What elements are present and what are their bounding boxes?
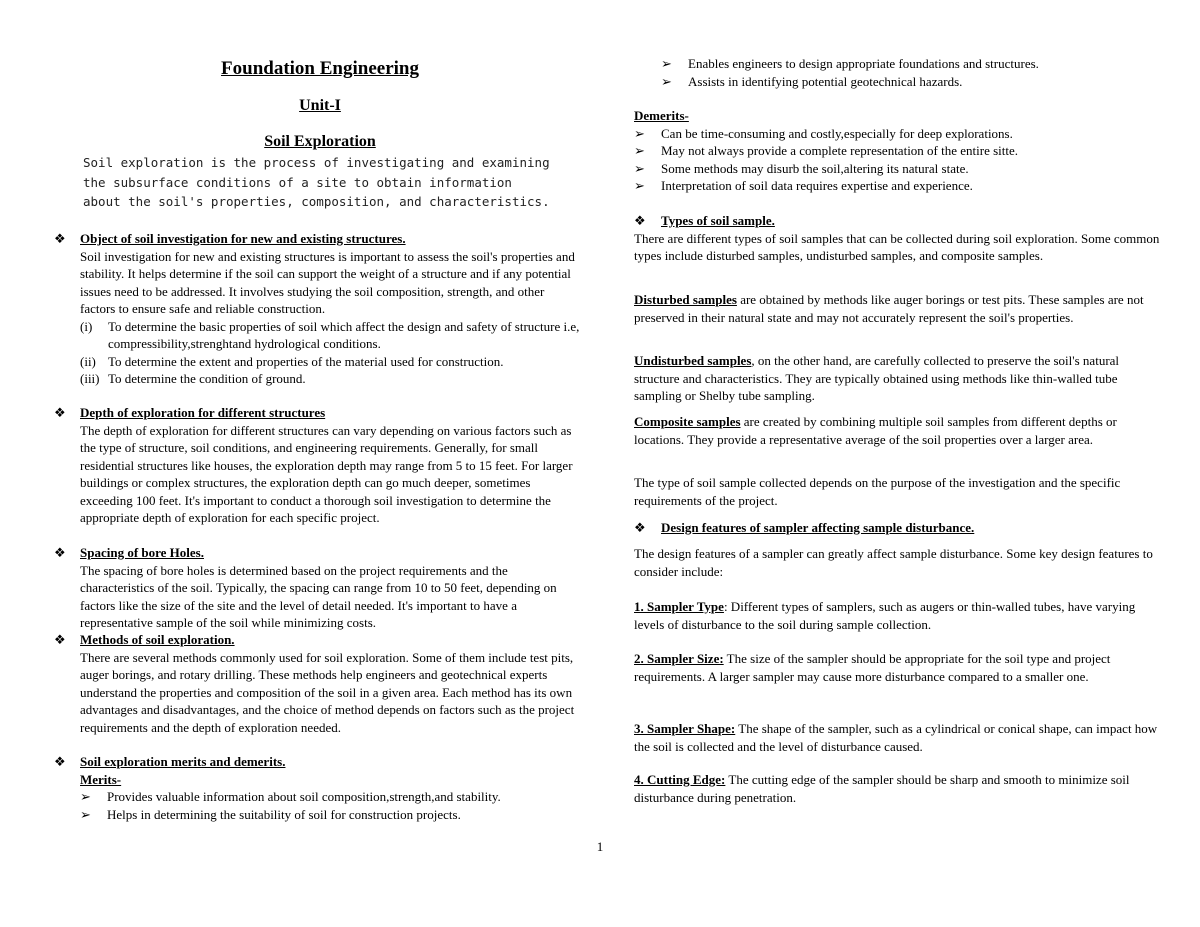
feature-text: The shape of the sampler, such as a cylindrical or conical shape, can impact how the soil is collected and the level of disturbance caused. [634, 721, 1158, 754]
methods-section [54, 631, 580, 736]
diamond-bullet-icon: ❖ [54, 632, 66, 647]
arrow-bullet-icon: ➢ [661, 56, 672, 71]
merits-subheading: Merits- [80, 771, 122, 787]
section-title: Soil Exploration [264, 133, 376, 150]
undisturbed-paragraph [634, 352, 1164, 405]
arrow-bullet-icon: ➢ [634, 125, 645, 141]
feature-term: 1. Sampler Type [634, 599, 724, 614]
intro-paragraph: Soil exploration is the process of investigating and examining the subsurface conditions of a site to obtain information about the soil's properties, composition, and characteristics. [83, 155, 550, 209]
methods-heading: Methods of soil exploration. [80, 632, 235, 647]
feature-term: 3. Sampler Shape: [634, 721, 736, 736]
disturbed-term: Disturbed samples [634, 292, 737, 307]
object-section [54, 230, 580, 388]
arrow-bullet-icon: ➢ [80, 789, 91, 804]
list-item [80, 318, 580, 353]
list-text: Provides valuable information about soil composition,strength,and stability. [107, 789, 501, 804]
type-depends-paragraph: The type of soil sample collected depends on the purpose of the investigation and the specific requirements of the project. [634, 475, 1121, 508]
list-item [634, 125, 1164, 143]
spacing-heading: Spacing of bore Holes. [80, 545, 204, 560]
list-number: (ii) [80, 353, 96, 369]
list-number: (iii) [80, 371, 100, 386]
list-item [80, 370, 580, 388]
list-text: Can be time-consuming and costly,especially for deep explorations. [661, 125, 1013, 141]
feature-text: The cutting edge of the sampler should be sharp and smooth to minimize soil disturbance during penetration. [634, 772, 1130, 805]
diamond-bullet-icon: ❖ [54, 405, 66, 420]
diamond-bullet-icon: ❖ [54, 231, 66, 246]
design-section [634, 519, 1164, 537]
diamond-bullet-icon: ❖ [634, 213, 646, 228]
merits-section [54, 753, 580, 823]
list-text: To determine the basic properties of soil which affect the design and safety of structure i.e, compressibility,strenghtand hydrological conditions. [108, 318, 580, 351]
page-number: 1 [596, 839, 604, 854]
types-section [634, 212, 1164, 265]
list-item [634, 55, 1164, 73]
spacing-section [54, 544, 580, 632]
feature-cutting-edge [634, 771, 1164, 806]
list-text: May not always provide a complete representation of the entire sitte. [661, 143, 1019, 158]
list-item [634, 142, 1164, 160]
composite-paragraph [634, 413, 1164, 448]
composite-text: are created by combining multiple soil samples from different depths or locations. They provide a representative average of the soil properties over a larger area. [634, 414, 1117, 447]
methods-body: There are several methods commonly used for soil exploration. Some of them include test pits, auger borings, and rotary drilling. These methods help engineers and geotechnical experts understand the properties and composition of the soil in a given area. Each method has its own advantages and disadvantages, and the choice of method depends on factors such as the project requirements and the depth of exploration needed. [80, 649, 575, 735]
depth-section [54, 404, 580, 527]
undisturbed-text: , on the other hand, are carefully collected to preserve the soil's natural structure and characteristics. They are typically obtained using methods like thin-walled tube sampling or Shelby tube sampling. [634, 353, 1120, 403]
design-body: The design features of a sampler can greatly affect sample disturbance. Some key design features to consider include: [634, 546, 1153, 579]
feature-sampler-size [634, 650, 1164, 685]
feature-text: The size of the sampler should be appropriate for the soil type and project requirements. A larger sampler may cause more disturbance compared to a smaller one. [634, 651, 1111, 684]
object-body: Soil investigation for new and existing structures is important to assess the soil's properties and stability. It helps determine if the soil can support the weight of a structure and if any potential issues need to be addressed. It involves studying the soil composition, strength, and other factors to ensure safe and reliable construction. [80, 248, 575, 316]
disturbed-text: are obtained by methods like auger borings or test pits. These samples are not preserved in their natural state and may not accurately represent the soil's properties. [634, 292, 1144, 325]
arrow-bullet-icon: ➢ [634, 143, 645, 158]
arrow-bullet-icon: ➢ [634, 160, 645, 176]
merits-continued-list [634, 55, 1164, 90]
list-text: Enables engineers to design appropriate foundations and structures. [688, 56, 1039, 71]
undisturbed-term: Undisturbed samples [634, 353, 752, 368]
diamond-bullet-icon: ❖ [634, 520, 646, 535]
depth-heading: Depth of exploration for different structures [80, 405, 326, 420]
demerits-list [634, 125, 1164, 195]
list-text: Helps in determining the suitability of soil for construction projects. [107, 806, 461, 822]
list-text: Assists in identifying potential geotechnical hazards. [688, 73, 963, 89]
list-text: To determine the extent and properties of the material used for construction. [108, 353, 504, 369]
list-text: Some methods may disurb the soil,altering its natural state. [661, 160, 969, 176]
types-body: There are different types of soil samples that can be collected during soil exploration. Some common types include disturbed samples, undisturbed samples, and composite samples. [634, 230, 1160, 263]
list-text: To determine the condition of ground. [108, 371, 306, 386]
design-heading: Design features of sampler affecting sample disturbance. [661, 520, 975, 535]
arrow-bullet-icon: ➢ [661, 73, 672, 89]
feature-term: 2. Sampler Size: [634, 651, 724, 666]
feature-text: : Different types of samplers, such as augers or thin-walled tubes, have varying levels of disturbance to the soil during sample collection. [634, 599, 1136, 632]
unit-heading: Unit-I [299, 97, 341, 114]
object-heading: Object of soil investigation for new and existing structures. [80, 231, 406, 246]
object-list [80, 318, 580, 388]
diamond-bullet-icon: ❖ [54, 545, 66, 560]
composite-term: Composite samples [634, 414, 741, 429]
disturbed-paragraph [634, 291, 1164, 326]
document-title: Foundation Engineering [221, 58, 419, 79]
depth-body: The depth of exploration for different structures can vary depending on various factors such as the type of structure, soil conditions, and engineering requirements. Generally, for small residential structures like houses, the exploration depth may range from 5 to 15 feet. For larger buildings or complex structures, the exploration depth can go much deeper, sometimes exceeding 100 feet. It's important to conduct a thorough soil investigation to determine the appropriate depth of exploration for each specific project. [80, 422, 573, 525]
feature-sampler-shape [634, 720, 1164, 755]
list-item [634, 160, 1164, 178]
arrow-bullet-icon: ➢ [634, 178, 645, 193]
demerits-section [634, 107, 1164, 195]
feature-term: 4. Cutting Edge: [634, 772, 726, 787]
merits-list [80, 788, 580, 823]
list-item [634, 177, 1164, 195]
demerits-heading: Demerits- [634, 108, 689, 123]
diamond-bullet-icon: ❖ [54, 754, 66, 769]
list-item [80, 806, 580, 824]
list-number: (i) [80, 318, 93, 334]
merits-heading: Soil exploration merits and demerits. [80, 754, 286, 769]
feature-sampler-type [634, 598, 1164, 633]
list-item [634, 73, 1164, 91]
arrow-bullet-icon: ➢ [80, 806, 91, 822]
types-heading: Types of soil sample. [661, 213, 775, 228]
spacing-body: The spacing of bore holes is determined based on the project requirements and the characteristics of the soil. Typically, the spacing can range from 10 to 50 feet, depending on factors like the size of the site and the level of detail needed. It's important to have a representative sample of the soil while minimizing costs. [80, 562, 557, 630]
list-item [80, 788, 580, 806]
list-item [80, 353, 580, 371]
list-text: Interpretation of soil data requires expertise and experience. [661, 178, 973, 193]
